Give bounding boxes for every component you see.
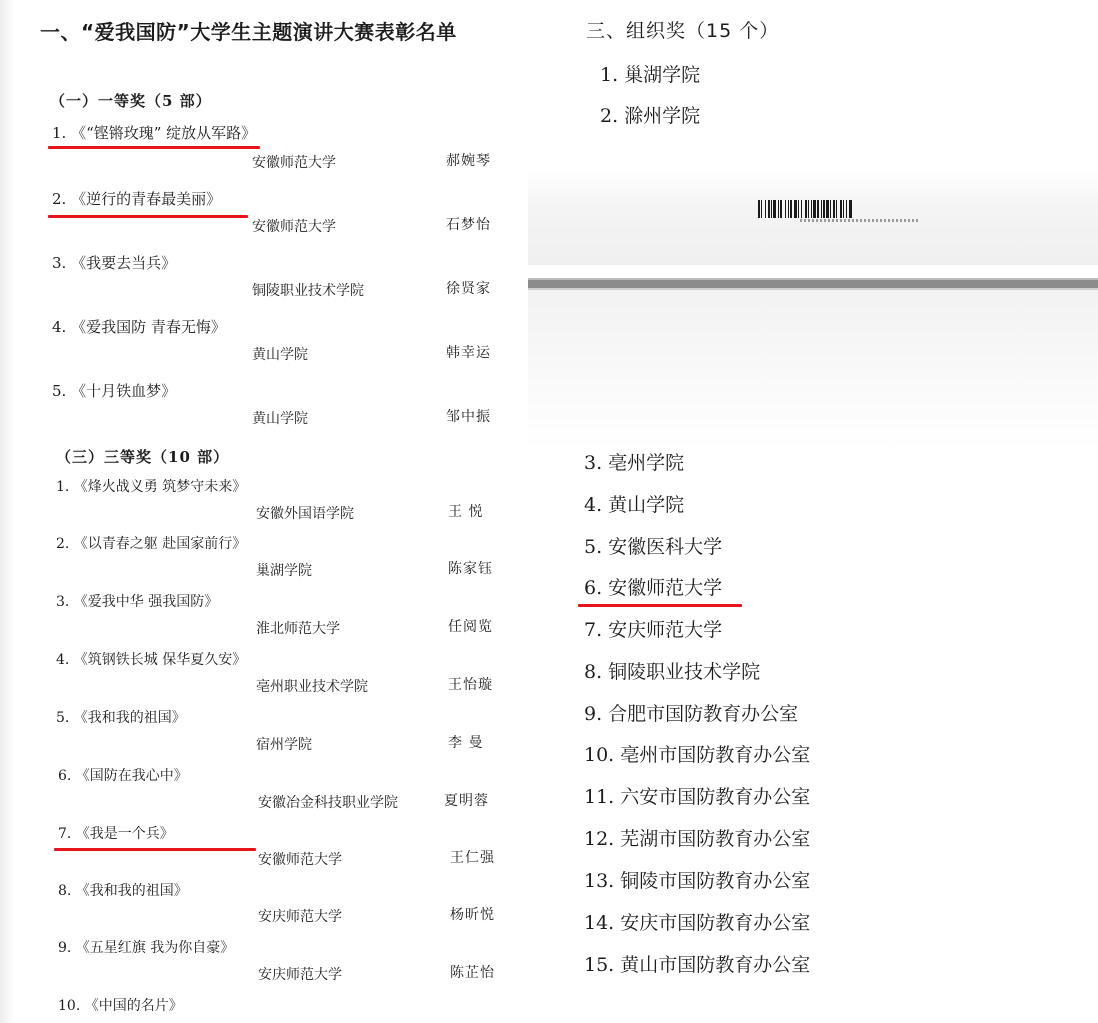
third-prize-item-6-title: 6. 《国防在我心中》 xyxy=(58,768,188,784)
organization-award-item-12: 12. 芜湖市国防教育办公室 xyxy=(584,828,811,850)
organization-award-item-4: 4. 黄山学院 xyxy=(584,494,685,516)
highlight-underline xyxy=(578,604,742,607)
third-prize-item-7-person: 王仁强 xyxy=(450,850,495,866)
first-prize-item-2-title: 2. 《逆行的青春最美丽》 xyxy=(52,190,222,208)
third-prize-item-5-org: 宿州学院 xyxy=(256,737,312,753)
third-prize-item-8-person: 杨昕悦 xyxy=(450,907,495,923)
first-prize-item-5-title: 5. 《十月铁血梦》 xyxy=(52,382,177,400)
scan-edge-shade xyxy=(0,0,14,1023)
first-prize-item-3-person: 徐贤家 xyxy=(446,281,491,297)
third-prize-item-1-title: 1. 《烽火战义勇 筑梦守未来》 xyxy=(56,479,247,495)
third-prize-item-7-title: 7. 《我是一个兵》 xyxy=(58,826,174,842)
third-prize-item-8-title: 8. 《我和我的祖国》 xyxy=(58,883,188,899)
first-prize-item-1-title: 1. 《“铿锵玫瑰” 绽放从军路》 xyxy=(52,124,257,142)
first-prize-item-5-person: 邹中振 xyxy=(446,409,491,425)
organization-award-item-3: 3. 亳州学院 xyxy=(584,452,685,474)
organization-award-item-1: 1. 巢湖学院 xyxy=(600,64,701,86)
third-prize-item-4-title: 4. 《筑钢铁长城 保华夏久安》 xyxy=(56,652,247,668)
page-divider-band xyxy=(528,280,1098,288)
page-title: 一、“爱我国防”大学生主题演讲大赛表彰名单 xyxy=(40,20,457,44)
third-prize-heading: （三）三等奖（10 部） xyxy=(56,448,230,466)
first-prize-item-3-org: 铜陵职业技术学院 xyxy=(252,283,364,299)
organization-award-item-6: 6. 安徽师范大学 xyxy=(584,577,723,599)
first-prize-item-2-org: 安徽师范大学 xyxy=(252,219,336,235)
first-prize-item-1-org: 安徽师范大学 xyxy=(252,155,336,171)
third-prize-item-9-title: 9. 《五星红旗 我为你自豪》 xyxy=(58,940,235,956)
organization-award-item-11: 11. 六安市国防教育办公室 xyxy=(584,786,811,808)
third-prize-item-10-title: 10. 《中国的名片》 xyxy=(58,998,183,1014)
first-prize-item-4-person: 韩幸运 xyxy=(446,345,491,361)
third-prize-item-1-org: 安徽外国语学院 xyxy=(256,506,354,522)
third-prize-item-3-org: 淮北师范大学 xyxy=(256,621,340,637)
first-prize-item-4-title: 4. 《爱我国防 青春无悔》 xyxy=(52,318,226,336)
third-prize-item-3-title: 3. 《爱我中华 强我国防》 xyxy=(56,594,219,610)
third-prize-item-6-person: 夏明蓉 xyxy=(444,793,489,809)
highlight-underline xyxy=(48,146,260,149)
third-prize-item-1-person: 王 悦 xyxy=(448,504,484,520)
first-prize-item-1-person: 郝婉琴 xyxy=(446,153,491,169)
first-prize-item-4-org: 黄山学院 xyxy=(252,347,308,363)
organization-award-item-15: 15. 黄山市国防教育办公室 xyxy=(584,954,811,976)
third-prize-item-2-org: 巢湖学院 xyxy=(256,563,312,579)
third-prize-item-5-title: 5. 《我和我的祖国》 xyxy=(56,710,186,726)
third-prize-item-5-person: 李 曼 xyxy=(448,735,484,751)
third-prize-item-2-title: 2. 《以青春之躯 赴国家前行》 xyxy=(56,536,247,552)
first-prize-item-2-person: 石梦怡 xyxy=(446,217,491,233)
page-top-margin xyxy=(528,290,1098,450)
organization-award-item-5: 5. 安徽医科大学 xyxy=(584,536,723,558)
organization-award-title: 三、组织奖（15 个） xyxy=(586,20,780,42)
third-prize-item-2-person: 陈家钰 xyxy=(448,561,493,577)
third-prize-item-9-person: 陈芷怡 xyxy=(450,965,495,981)
third-prize-item-4-person: 王怡璇 xyxy=(448,677,493,693)
third-prize-item-9-org: 安庆师范大学 xyxy=(258,967,342,983)
organization-award-item-14: 14. 安庆市国防教育办公室 xyxy=(584,912,811,934)
first-prize-heading: （一）一等奖（5 部） xyxy=(50,92,212,110)
highlight-underline xyxy=(48,215,248,218)
organization-award-item-2: 2. 滁州学院 xyxy=(600,105,701,127)
third-prize-item-7-org: 安徽师范大学 xyxy=(258,852,342,868)
organization-award-item-10: 10. 亳州市国防教育办公室 xyxy=(584,744,811,766)
barcode-icon xyxy=(758,200,956,218)
third-prize-item-8-org: 安庆师范大学 xyxy=(258,909,342,925)
barcode-caption xyxy=(800,219,920,222)
third-prize-item-3-person: 任阅览 xyxy=(448,619,493,635)
organization-award-item-9: 9. 合肥市国防教育办公室 xyxy=(584,703,799,725)
third-prize-item-6-org: 安徽冶金科技职业学院 xyxy=(258,795,398,811)
organization-award-item-8: 8. 铜陵职业技术学院 xyxy=(584,661,761,683)
highlight-underline xyxy=(54,848,256,851)
organization-award-item-7: 7. 安庆师范大学 xyxy=(584,619,723,641)
first-prize-item-3-title: 3. 《我要去当兵》 xyxy=(52,254,177,272)
third-prize-item-4-org: 亳州职业技术学院 xyxy=(256,679,368,695)
organization-award-item-13: 13. 铜陵市国防教育办公室 xyxy=(584,870,811,892)
first-prize-item-5-org: 黄山学院 xyxy=(252,411,308,427)
